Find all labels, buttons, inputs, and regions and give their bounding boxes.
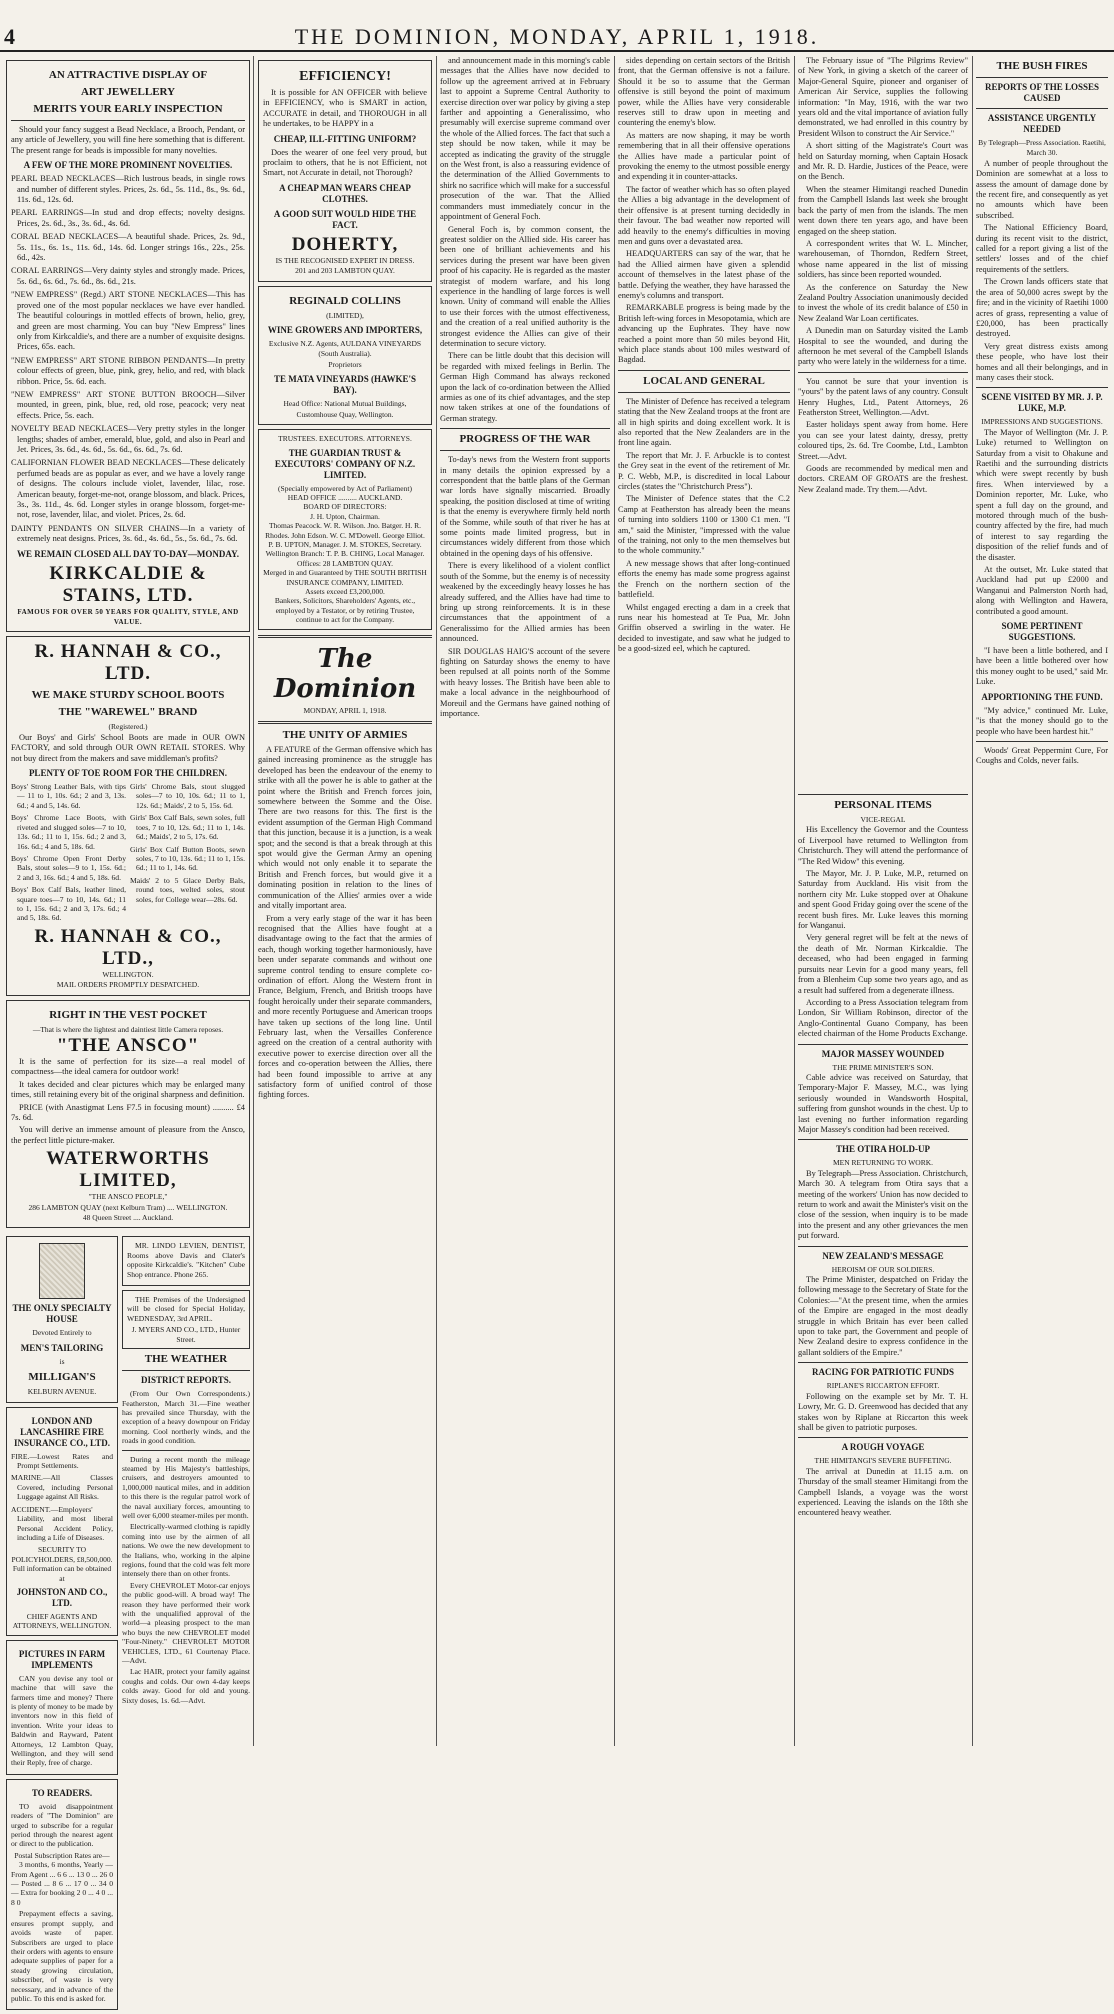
hannah-plenty: PLENTY OF TOE ROOM FOR THE CHILDREN. [28,768,228,779]
kirkcaldie-advert [6,60,250,632]
doherty-sub: IS THE RECOGNISED EXPERT IN DRESS. [275,255,415,265]
waterworths-address: 286 LAMBTON QUAY (next Kelburn Tram) .... WELLINGTON. [28,1202,228,1212]
news-paragraph: The February issue of "The Pilgrims Review" of New York, in giving a sketch of the career of Major-General Squire, pioneer and organiser of American Air Service, supplies the following information: "In May, 1916, with the war two years old and the vital importance of aviation fully demonstrated, we had enrolled in this country by President Wilson to construct the Air Service." [798,56,968,138]
column-2 [258,56,432,1746]
advt-paragraph: You cannot be sure that your invention is "yours" by the patent laws of any country. Consult Henry Hughes, Ltd., Patent Attorneys, 26 Featherston Street, Wellington.—Advt. [798,376,968,417]
collins-office: Head Office: National Mutual Buildings, Customhouse Quay, Wellington. [283,399,407,419]
collins-limited: (LIMITED), [326,310,364,320]
column-6 [976,56,1108,1746]
luke-paragraph: The Mayor of Wellington (Mr. J. P. Luke) returned to Wellington on Saturday from a visit to Ohakune and Raetihi and the surrounding districts which were swept recently by bush fires. When interviewed by a Dominion reporter, Mr. Luke, who spent a full day on the ground, and motored through much of the bush-country affected by the fire, had much of interest to say regarding the disposition of the relief funds and of the disaster. [976,427,1108,562]
kirkcaldie-firm-name: KIRKCALDIE & STAINS, LTD. [49,562,207,606]
doherty-advert [258,60,432,282]
milligan-sub: Devoted Entirely to [32,1328,92,1338]
progress-paragraph: SIR DOUGLAS HAIG'S account of the severe fighting on Saturday shows the enemy to have been repulsed at all points north of the Somme with heavy losses. The British have been able to make a local advance in the neighbourhood of Moreuil and the Germans have gained nothing of importance. [440,646,610,718]
news-paragraph: A correspondent writes that W. L. Mincher, warehouseman, of Thorndon, Redfern Street, whose name appeared in the list of missing soldiers, has since been reported wounded. [798,238,968,280]
ansco-advert [6,1000,250,1229]
tailor-illustration [39,1243,85,1299]
guardian-trustees: TRUSTEES. EXECUTORS. ATTORNEYS. [278,434,412,444]
personal-paragraph: Very general regret will be felt at the news of the death of Mr. Norman Kirkcaldie. The deceased, who had been engaged in farming pursuits near Levin for a good many years, fell from a Blenheim Cup some two years ago, and as a result had suffered from a degenerate illness. [798,933,968,995]
london-heading: LONDON AND LANCASHIRE FIRE INSURANCE CO., LTD. [14,1415,110,1448]
nz-message-text: The Prime Minister, despatched on Friday the following message to the Secretary of State for the Colonies:—"At the present time, when the armies of the Empire are engaged in the most deadly struggle in which Britain has ever been called upon to take part, the Government and people of New Zealand desire to express confidence in the gallant soldiers of the Empire." [798,1275,968,1357]
column-rule [614,56,615,1746]
boys-boot-item: Boys' Chrome Open Front Derby Bals, stout soles—9 to 1, 15s. 6d.; 2 and 3, 16s. 6d.; 4 and 5, 18s. 6d. [11,853,126,882]
weather-heading: THE WEATHER [144,1353,228,1366]
luke-apportioning: APPORTIONING THE FUND. [981,691,1103,702]
war-paragraph: HEADQUARTERS can say of the war, that he had the Allied airmen have given a splendid account of themselves in the latest phase of the battle. Defying the weather, they have harassed the enemy's columns and transport. [618,249,790,300]
progress-heading: PROGRESS OF THE WAR [459,433,591,446]
editorial-paragraph: and announcement made in this morning's cable messages that the Allies have now decided to follow up the agreement arrived at in February last to appoint a Supreme Central Authority to exercise direction over war policy by giving a step farther and appointing a Generalissimo, who presumably will exercise supreme command over the whole of the Allied forces. The fact that such a step should be now taken, while it may be accepted as indicating the gravity of the struggle on the West front, is also a reassuring evidence of the determination of the Allied Governments to shirk no sacrifice which will make for a successful prosecution of the war. That the Allied commanders must immediately concur in the appointment of General Foch. [440,56,610,222]
ansco-body: You will derive an immense amount of pleasure from the Ansco, the perfect little picture-maker. [11,1125,245,1145]
art-item: DAINTY PENDANTS ON SILVER CHAINS—In a variety of extremely neat designs. Prices, 3s. 6d., 4s. 6d., 5s., 5s. 6d., 7s. 6d. [11,523,245,544]
guardian-trust-advert [258,429,432,630]
newspaper-date: MONDAY, APRIL 1, 1918. [303,705,387,715]
luke-paragraph: "I have been a little bothered, and I have been a little bothered over how this money ought to be used," said Mr. Luke. [976,646,1108,687]
ansco-name: "THE ANSCO" [56,1034,200,1056]
rates-table: 3 months, 6 months, Yearly — From Agent ... 6 6 ... 13 0 ... 26 0 — Posted ... 8 6 ... 17 0 ... 34 0 — Extra for booking 2 0 ... 4 0 ... 8 0 [11,1860,113,1907]
collins-text: Exclusive N.Z. Agents, AULDANA VINEYARDS (South Australia). [268,339,422,359]
luke-paragraph: "My advice," continued Mr. Luke, "is that the money should go to the people who have been hardest hit." [976,705,1108,736]
massey-text: Cable advice was received on Saturday, that Temporary-Major F. Massey, M.C., was lying seriously wounded in Wandsworth Hospital, suffering from gunshot wounds in the chest. Up to last evening no further information regarding Major Massey's condition had been received. [798,1072,968,1134]
war-paragraph: As matters are now shaping, it may be worth remembering that in all their offensive operations the Allies have made a particular point of provoking the enemy to the utmost possible energy and expending it in counter-attacks. [618,130,790,182]
hannah-advert [6,636,250,995]
voyage-heading: A ROUGH VOYAGE [841,1442,925,1453]
hannah-headline-1: WE MAKE STURDY SCHOOL BOOTS [31,689,225,702]
nz-message-sub: HEROISM OF OUR SOLDIERS. [831,1264,935,1274]
art-headline-2: ART JEWELLERY [80,86,176,98]
efficiency-cheap: CHEAP, ILL-FITTING UNIFORM? [273,133,417,144]
guardian-assets: Assets exceed £3,200,000. [305,586,385,596]
ansco-body: It takes decided and clear pictures which may be enlarged many times, still retaining every bit of the original sharpness and definition. [11,1079,245,1100]
milligan-advert [6,1236,118,1402]
personal-paragraph: The Mayor, Mr. J. P. Luke, M.P., returned on Saturday from Auckland. His visit from the northern city Mr. Luke stopped over at Ohakune and spent Good Friday going over the scene of the recent bush fires. Mr. Luke leaves this morning for Wanganui. [798,869,968,931]
london-info: Full information can be obtained at [12,1564,112,1583]
kirkcaldie-tagline: FAMOUS FOR OVER 50 YEARS FOR QUALITY, STYLE, AND VALUE. [17,607,239,627]
collins-advert [258,286,432,425]
bush-fires-heading: THE BUSH FIRES [996,60,1088,72]
column-rule [972,56,973,1746]
ansco-headline: RIGHT IN THE VEST POCKET [49,1008,207,1021]
personal-paragraph: His Excellency the Governor and the Countess of Liverpool have returned to Wellington from Christchurch. They will attend the performance of "The Red Widow" this evening. [798,825,968,866]
art-list-heading: A FEW OF THE MORE PROMINENT NOVELTIES. [23,160,233,171]
editorial-paragraph: There can be little doubt that this decision will be regarded with mixed feelings in Berlin. The German High Command has always reckoned upon the lack of co-ordination between the Allied armies as one of its chief advantages, and the step now taken strikes at one of the foundations of German strategy. [440,351,610,423]
premises-sign: J. MYERS AND CO., LTD., Hunter Street. [131,1325,241,1344]
art-intro: Should your fancy suggest a Bead Necklace, a Brooch, Pendant, or any article of Jewellery, you will fine here something that is different. The present range for beads is impossible for many novelties. [11,125,245,155]
insurance-item: ACCIDENT.—Employers' Liability, and most liberal Personal Accident Policy, including a Life of Diseases. [11,1504,113,1542]
otira-sub: MEN RETURNING TO WORK. [832,1158,933,1168]
masthead [0,22,1114,52]
efficiency-heading: EFFICIENCY! [299,69,391,84]
insurance-item: MARINE.—All Classes Covered, including Personal Luggage against All Risks. [11,1473,113,1502]
hannah-firm-name: R. HANNAH & CO., LTD. [34,641,222,685]
premises-text: THE Premises of the Undersigned will be closed for Special Holiday, WEDNESDAY, 3rd APRIL. [127,1295,245,1323]
bush-fires-dateline: By Telegraph—Press Association. Raetihi, March 30. [978,138,1106,158]
page-title: THE DOMINION, MONDAY, APRIL 1, 1918. [294,24,820,49]
hannah-registered: (Registered.) [108,722,148,732]
farm-text: CAN you devise any tool or machine that will save the farmers time and money? There is plenty of money to be made by inventors now in this field of invention. Write your ideas to Baldwin and Rayward, Patent Attorneys, 12 Lambton Quay, Wellington, and they will send their Reply, free of charge. [11,1673,113,1768]
guardian-merged: Merged in and Guaranteed by THE SOUTH BRITISH INSURANCE COMPANY, LIMITED. [263,568,427,587]
premises-notice [122,1290,250,1349]
art-item: NOVELTY BEAD NECKLACES—Very pretty styles in the longer lengths; shades of amber, emerald, blue, gold, and also in Pearl and Jet. Prices, 3s. 6d., 4s. 6d., 5s. 6d., 6s. 6d., 7s. 6d. [11,424,245,454]
column-rule [794,56,795,1746]
page-number: 4 [4,24,15,49]
personal-heading: PERSONAL ITEMS [834,799,932,811]
newspaper-title: The Dominion [273,643,417,704]
art-headline-3: MERITS YOUR EARLY INSPECTION [33,103,223,115]
guardian-office: HEAD OFFICE .......... AUCKLAND. [287,492,403,502]
racing-heading: RACING FOR PATRIOTIC FUNDS [812,1367,954,1378]
milligan-sub: MEN'S TAILORING [20,1342,104,1353]
misc-paragraph: Every CHEVROLET Motor-car enjoys the public good-will. A broad way! The reason they have performed their work with the unqualified approval of the world—a pleasing prospect to the man who buys the new CHEVROLET model "Four-Ninety." CHEVROLET MOTOR VEHICLES, LTD., 61 Courtenay Place.—Advt. [122,1580,250,1666]
news-paragraph: When the steamer Himitangi reached Dunedin from the Campbell Islands last week she brought back the party of men from the islands. The men went down there ten years ago, and have been engaged on the sheep station. [798,184,968,236]
guardian-names: Thomas Peacock. W. R. Wilson. Jno. Batger. H. R. Rhodes. John Edson. W. C. M'Dowell. George Elliot. [265,521,425,540]
guardian-name: THE GUARDIAN TRUST & EXECUTORS' COMPANY OF N.Z. LIMITED. [274,447,416,480]
hannah-mail: MAIL ORDERS PROMPTLY DESPATCHED. [56,980,200,990]
readers-text-2: Prepayment effects a saving, ensures prompt supply, and avoids waste of paper. Subscribers are urged to place their orders with agents to ensure adequate supplies of paper for a steady growing circulation, subscriber, of waste is very necessary, and in advance of the public. To this end is asked for. [11,1909,113,2003]
racing-sub: RIPLANE'S RICCARTON EFFORT. [826,1381,940,1391]
art-item: PEARL BEAD NECKLACES—Rich lustrous beads, in single rows and number of different styles. Prices, 2s. 6d., 5s. 11d., 8s., 9s. 6d., 11s. 6d., 12s. 6d. [11,174,245,205]
luke-paragraph: At the outset, Mr. Luke stated that Auckland had put up £2000 and Wanganui and Palmerston North had, along with Wellington and Hawera, contributed a good amount. [976,565,1108,616]
milligan-address: KELBURN AVENUE. [27,1387,97,1397]
war-paragraph: The factor of weather which has so often played the Allies a big advantage in the development of their offensive is at present turning decidedly in their favour. The bad weather now reported will add heavily to the enemy's difficulties in moving men and guns over a devastated area. [618,184,790,246]
art-item: PEARL EARRINGS—In stud and drop effects; novelty designs. Prices, 2s. 6d., 3s., 3s. 6d., 4s. 6d. [11,208,245,228]
readers-notice [6,1779,118,2011]
efficiency-slogan: A CHEAP MAN WEARS CHEAP CLOTHES. [279,182,411,204]
guardian-closing: Bankers, Solicitors, Shareholders' Agents, etc., employed by a Testator, or by retiring Trustee, continue to act for the Company. [274,596,416,625]
efficiency-slogan: A GOOD SUIT WOULD HIDE THE FACT. [273,208,417,230]
guardian-wel: Wellington Branch: T. P. B. CHING, Local Manager. [265,549,425,559]
local-heading: LOCAL AND GENERAL [643,374,765,387]
column-4 [618,56,790,1746]
war-paragraph: sides depending on certain sectors of the British front, that the German offensive is not a failure. Should it be so to assume that the German offensive is still beyond the point of maximum power, while the Allies have very considerable reserves still to draw upon in meeting and countering the enemy's blow. [618,56,790,128]
footer-advert: Woods' Great Peppermint Cure, For Coughs and Colds, never fails. [976,745,1108,766]
misc-paragraph: Lac HAIR, protect your family against coughs and colds. Our own 4-day keeps colds away. Good for old and young. Sixty doses, 1s. 6d.—Advt. [122,1667,250,1705]
news-paragraph: As the conference on Saturday the New Zealand Poultry Association unanimously decided to invest the whole of its credit balance of £50 in New Zealand War Loan certificates. [798,282,968,323]
hannah-headline-2: THE "WAREWEL" BRAND [58,706,198,719]
luke-simple: SOME PERTINENT SUGGESTIONS. [1001,621,1083,643]
farm-heading: PICTURES IN FARM IMPLEMENTS [18,1648,106,1670]
unity-paragraph: From a very early stage of the war it has been recognised that the Allies have fought at a disadvantage owing to the fact that the armies of each, though working together harmoniously, have been under separate commands and without one supreme control tending to ensure complete co-ordination of effort. Along the Western front in France, Belgium, French, and British troops have fought heroically under their separate commanders, and more recently Portuguese and American troops have taken up sections of the long line. Until February last, when the Versailles Conference agreed on the creation of a central authority with executive power to exercise direction over all the forces and co-operation between the Allies, there had been found impossible to arrive at any satisfactory form of unified control of those fighting forces. [258,913,432,1100]
guardian-mgr: P. B. UPTON, Manager. J. M. STOKES, Secretary. [268,539,422,549]
art-item: "NEW EMPRESS" (Regd.) ART STONE NECKLACES—This has proved one of the most popular necklaces we have ever handled. The beautiful colourings in mottled effects of brown, helio, grey, and green are most charming. You can buy "New Empress" lines only from Kirkcaldie's, and there are a number of exquisite designs. Prices, 65s. each. [11,290,245,352]
personal-sub: VICE-REGAL [860,815,906,824]
hannah-city: WELLINGTON. [102,969,154,979]
otira-heading: THE OTIRA HOLD-UP [835,1144,930,1155]
art-item: CORAL BEAD NECKLACES—A beautiful shade. Prices, 2s. 9d., 5s. 11s., 6s. 1s., 11s. 6d., 14s. 6d. Longer strings 16s., 22s., 25s. 6d., 42s. [11,232,245,263]
boys-boot-item: Boys' Strong Leather Bals, with tips— 11 to 1, 10s. 6d.; 2 and 3, 13s. 6d.; 4 and 5, 14s. 6d. [11,782,126,810]
progress-paragraph: There is every likelihood of a violent conflict south of the Somme, but the enemy is of necessity weakened by the exceedingly heavy losses he has already suffered, and the Allies have had time to bring up strong reinforcements. It is in these circumstances that the appointment of a Generalissimo for the Allied armies has been announced. [440,561,610,644]
milligan-name: MILLIGAN'S [28,1371,96,1384]
girls-boot-item: Girls' Box Calf Bals, sewn soles, full toes, 7 to 10, 12s. 6d.; 11 to 1, 14s. 6d.; Maids', 2 to 5, 17s. 6d. [130,813,245,842]
weather-sub: DISTRICT REPORTS. [140,1375,232,1386]
waterworths-address: 48 Queen Street .... Auckland. [82,1213,174,1223]
unity-paragraph: A FEATURE of the German offensive which has gained increasing prominence as the struggle has developed has been the endeavour of the enemy to strike with all the power he is able to gather at the point where the British and French forces join, somewhere between the Somme and the Oise. There are two reasons for this. The first is the evident assumption of the German High Command that this junction, because it is a junction, is a weak spot; and the second is that a break through at this spot would give the German Army an opening which would not only enable it to separate the British and French forces, but would give it a dominating position in relation to the lines of communication of the Allies' armies over a wide and vitally important area. [258,745,432,911]
weather-text: (From Our Own Correspondents.) Featherston, March 31.—Fine weather has prevailed since Thursday, with the exception of a heavy downpour on Friday morning. Cool northerly winds, and the roads in good condition. [122,1389,250,1446]
girls-boot-item: Maids' 2 to 5 Glace Derby Bals, round toes, welted soles, stout soles, for College wear—28s. 6d. [130,875,245,904]
news-paragraph: A short sitting of the Magistrate's Court was held on Saturday morning, when Captain Hosack and Mr. R. D. Hardie, Justices of the Peace, were on the Bench. [798,141,968,182]
bush-fires-paragraph: A number of people throughout the Dominion are somewhat at a loss to assess the amount of damage done by the recent fire, and consequently as yet no amounts which have been subscribed. [976,158,1108,220]
hannah-firm-name-2: R. HANNAH & CO., LTD., [34,925,222,969]
column-5-lower [798,790,968,1746]
efficiency-text-2: Does the wearer of one feel very proud, but proclaim to others, that he is not Efficient, not Smart, not Accurate in detail, not Thorough? [263,147,427,178]
column-rule [253,56,254,1746]
advt-paragraph: Easter holidays spent away from home. Here you can see your latest dainty, dressy, pretty coloured tips, 2s. 6d. Tre Coombe, Ltd., Lambton Street.—Advt. [798,420,968,461]
guardian-offices: Offices: 28 LAMBTON QUAY. [297,558,393,568]
art-item: "NEW EMPRESS" ART STONE BUTTON BROOCH—Silver mounted, in green, pink, blue, red, old rose, peacock; very neat effects. Price, 5s. each. [11,389,245,420]
local-paragraph: The Minister of Defence has received a telegram stating that the New Zealand troops at the front are all in high spirits and doing excellent work. It is also reported that the New Zealanders are in the front line again. [618,396,790,448]
dentist-text: MR. LINDO LEVIEN, DENTIST, Rooms above Davis and Clater's opposite Kirkcaldie's. "Kitchen" Cube Shop entrance. Phone 265. [127,1241,245,1279]
personal-paragraph: According to a Press Association telegram from London, Sir William Robinson, director of the Anglo-Continental Guano Company, has been elected chairman of the Home Products Exchange. [798,997,968,1039]
farm-implements-advert [6,1640,118,1775]
london-lancashire-advert [6,1407,118,1636]
luke-sub: IMPRESSIONS AND SUGGESTIONS. [981,417,1103,427]
massey-sub: THE PRIME MINISTER'S SON. [832,1062,934,1072]
column-1 [6,56,250,2003]
efficiency-text: It is possible for AN OFFICER with believe in EFFICIENCY, who is SMART in action, ACCURATE in detail, and THOROUGH in all he undertakes, to be HAPPY in a [263,88,427,129]
guardian-special: (Specially empowered by Act of Parliament) [278,483,412,493]
girls-boot-item: Girls' Box Calf Button Boots, sewn soles, 7 to 10, 13s. 6d.; 11 to 1, 15s. 6d.; 11 to 1, 14s. 6d. [130,844,245,873]
ansco-body: It is the same of perfection for its size—a real model of compactness—the ideal camera for outdoor work! [11,1056,245,1077]
guardian-board: BOARD OF DIRECTORS: [303,502,387,512]
waterworths-sub: "THE ANSCO PEOPLE," [88,1192,168,1202]
voyage-sub: THE HIMITANGI'S SEVERE BUFFETING. [814,1456,952,1466]
progress-paragraph: To-day's news from the Western front supports in many details the opinion expressed by a correspondent that the battle plans of the German war lords have signally miscarried. Broadly speaking, the position disclosed at time of writing is that the enemy is everywhere firmly held north of the Somme, while south of that river he has at some points made limited progress, but in circumstances widely different from those which obtained in the opening days of his offensive. [440,455,610,558]
unity-heading: THE UNITY OF ARMIES [282,729,408,741]
column-3 [440,56,610,1746]
art-item: CALIFORNIAN FLOWER BEAD NECKLACES—These delicately perfumed beads are as popular as ever, and we have a lovely range of designs. The colours include violet, lavender, lilac, rose. American beauty, forget-me-not, orange blossom, and black. Prices, 3s., 3s. 11d., 4s. 6d. Longer styles in orange blossom, forget-me-not, rose, lavender, lilac, and violet. Prices, 2s. 6d. [11,458,245,520]
boys-boot-item: Boys' Box Calf Bals, leather lined, square toes—7 to 10, 14s. 6d.; 11 to 1, 15s. 6d.; 2 and 3, 17s. 6d.; 4 and 5, 18s. 6d. [11,885,126,923]
dentist-advert [122,1236,250,1286]
london-firm: JOHNSTON AND CO., LTD. [16,1586,108,1608]
collins-trade: WINE GROWERS AND IMPORTERS, [267,325,423,336]
local-paragraph: The report that Mr. J. F. Arbuckle is to contest the Grey seat in the event of the retirement of Mr. P. C. Webb, M.P., is discredited in local Labour circles (states the "Christchurch Press"). [618,450,790,492]
insurance-item: FIRE.—Lowest Rates and Prompt Settlements. [11,1451,113,1471]
advt-paragraph: Goods are recommended by medical men and doctors. CREAM OF GROATS are the freshest. New Zealand made. Try them.—Advt. [798,464,968,494]
hannah-intro: Our Boys' and Girls' School Boots are made in OUR OWN FACTORY, and sold through OUR OWN RETAIL STORES. Why not buy direct from the makers and save middleman's profits? [11,732,245,763]
bush-fires-paragraph: The National Efficiency Board, during its recent visit to the district, called for a report giving a list of the settlers' losses and of the chief requirements of the settlers. [976,223,1108,274]
art-closing: WE REMAIN CLOSED ALL DAY TO-DAY—MONDAY. [16,548,240,559]
bush-fires-paragraph: The Crown lands officers state that the area of 50,000 acres swept by the fire; and in the vicinity of Raetihi 1000 acres of grass, representing a value of £20,000, has been practically destroyed. [976,277,1108,339]
racing-text: Following on the example set by Mr. T. H. Lowry, Mr. G. D. Greenwood has decided that any stakes won by Riplane at Riccarton this week shall be given to patriotic purposes. [798,1391,968,1432]
small-adverts-row [6,1232,250,2014]
doherty-address: 201 and 203 LAMBTON QUAY. [295,266,395,276]
massey-heading: MAJOR MASSEY WOUNDED [821,1048,945,1059]
boys-boot-item: Boys' Chrome Lace Boots, with riveted and slugged soles—7 to 10, 13s. 6d.; 11 to 1, 15s. 6d.; 2 and 3, 16s. 6d.; 4 and 5, 18s. 6d. [11,813,126,851]
art-item: "NEW EMPRESS" ART STONE RIBBON PENDANTS—In pretty colour effects of green, blue, pink, grey, helio, and red, with black ribbon. Price, 5s. 6d. each. [11,355,245,386]
ansco-price: PRICE (with Anastigmat Lens F7.5 in focusing mount) .......... £4 7s. 6d. [11,1102,245,1122]
bush-fires-paragraph: Very great distress exists among these people, who have lost their homes and all their belongings, and in many cases their stock. [976,341,1108,382]
collins-vineyard: TE MATA VINEYARDS (HAWKE'S BAY). [274,374,416,396]
london-agents: CHIEF AGENTS AND ATTORNEYS, WELLINGTON. [12,1611,112,1631]
war-paragraph: REMARKABLE progress is being made by the British left-wing forces in Mesopotamia, which are advancing up the Euphrates. They have now reached a point more than 50 miles beyond Hit, which place stands about 100 miles westward of Bagdad. [618,303,790,365]
bush-fires-sub: REPORTS OF THE LOSSES CAUSED [985,82,1099,103]
bush-fires-sub-2: ASSISTANCE URGENTLY NEEDED [987,113,1097,134]
luke-heading: SCENE VISITED BY MR. J. P. LUKE, M.P. [981,392,1103,414]
art-headline-1: AN ATTRACTIVE DISPLAY OF [48,69,208,81]
collins-name: REGINALD COLLINS [289,294,401,307]
news-paragraph: A Dunedin man on Saturday visited the Lamb Hospital to see the wounded, and during the afternoon he met several of the Campbell Islands party who were lately in the wilderness for a time. [798,326,968,367]
rates-heading: Postal Subscription Rates are— [14,1850,110,1860]
ansco-subline: —That is where the lightest and daintiest little Camera reposes. [32,1024,224,1034]
local-paragraph: The Minister of Defence states that the C.2 Camp at Featherston has already been the means of turning into soldiers 1100 or 1300 C1 men. "I am," said the Minister, "impressed with the value of the training, not only to the men themselves but to the whole community." [618,494,790,556]
readers-heading: TO READERS. [31,1787,93,1798]
doherty-name: DOHERTY, [291,233,399,255]
editorial-paragraph: General Foch is, by common consent, the greatest soldier on the Allied side. His career has been one of brilliant achievements and his services during the present war have been given proof of his capacity. He is regarded as the master strategist of modern warfare, and his long experience in the handling of large forces is well known. Unity of command will enable the Allies to use their forces with the utmost effectiveness, and the creation of a real unified authority is the strongest evidence the Allies can give of their determination to secure victory. [440,224,610,348]
london-security: SECURITY TO POLICYHOLDERS, £8,500,000. [11,1545,113,1564]
misc-paragraph: During a recent month the mileage steamed by His Majesty's battleships, cruisers, and destroyers amounted to 1,000,000 nautical miles, and in addition to this there is the regular patrol work of the naval auxiliary forces, amounting to well over 6,000 steamer-miles per month. [122,1454,250,1520]
waterworths-name: WATERWORTHS LIMITED, [46,1148,210,1192]
column-rule [436,56,437,1746]
local-paragraph: A new message shows that after long-continued efforts the enemy has made some progress against the French on the northern section of the battlefield. [618,558,790,600]
readers-text: TO avoid disappointment readers of "The Dominion" are urged to subscribe for a regular period through the nearest agent or direct to the publication. [11,1801,113,1849]
milligan-heading: THE ONLY SPECIALTY HOUSE [12,1303,112,1325]
misc-paragraph: Electrically-warmed clothing is rapidly coming into use by the airmen of all nations. We owe the new development to the Italians, who, working in the alpine regions, found that the cold was felt more intensely there than on other fronts. [122,1522,250,1579]
art-item: CORAL EARRINGS—Very dainty styles and strongly made. Prices, 5s. 6d., 6s. 6d., 7s. 6d., 8s. 6d., 21s. [11,266,245,286]
collins-prop: Proprietors [328,359,362,369]
milligan-is: is [59,1356,65,1366]
nz-message-heading: NEW ZEALAND'S MESSAGE [822,1250,944,1261]
local-paragraph: Whilst engaged erecting a dam in a creek that runs near his homestead at Te Pua, Mr. John Griffin observed a swirling in the water. He decided to investigate, and saw what he judged to be a good-sized eel, which he captured. [618,602,790,654]
voyage-text: The arrival at Dunedin at 11.15 a.m. on Thursday of the small steamer Himitangi from the Campbell Islands, a voyage was the worst experienced. Leaving the islands on the 18th she encountered heavy weather. [798,1466,968,1518]
guardian-chair: J. H. Upton, Chairman. [310,511,380,521]
girls-boot-item: Girls' Chrome Bals, stout slugged soles—7 to 10, 10s. 6d.; 11 to 1, 12s. 6d.; Maids', 2 to 5, 15s. 6d. [130,782,245,810]
otira-text: By Telegraph—Press Association. Christchurch, March 30. A telegram from Otira says that a meeting of the workers' Union has now decided to return to work and await the Minister's visit on the close of the session, when inquiry is to be made into the present and any other grievances the men put forward. [798,1168,968,1241]
